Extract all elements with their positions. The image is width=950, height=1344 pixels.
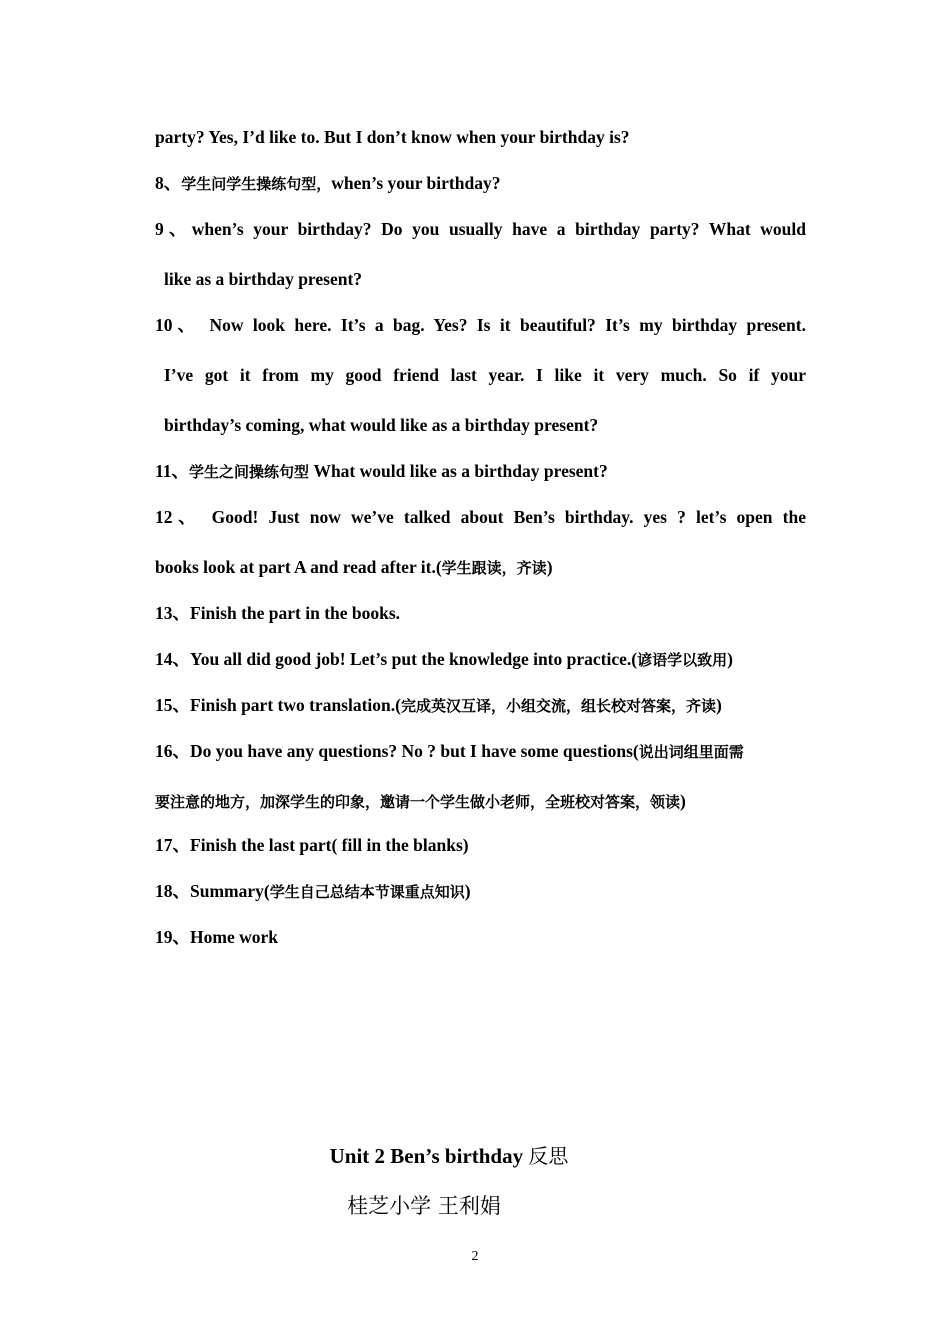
text-line-item-16-cont: 要注意的地方，加深学生的印象，邀请一个学生做小老师，全班校对答案，领读) [155, 791, 686, 811]
text-line-item-18: 18、Summary(学生自己总结本节课重点知识) [155, 881, 471, 901]
text-line-item-8: 8、学生问学生操练句型，when’s your birthday? [155, 173, 501, 193]
text-line-item-12: 12、 Good! Just now we’ve talked about Ben’s birthday. yes ? let’s open the [155, 507, 806, 527]
text-line-item-12-cont: books look at part A and read after it.(学生跟读，齐读) [155, 557, 553, 577]
text-line-item-10: 10、 Now look here. It’s a bag. Yes? Is it beautiful? It’s my birthday present. [155, 315, 806, 335]
text-line-item-10-cont-2: birthday’s coming, what would like as a birthday present? [164, 415, 599, 435]
text-line-item-17: 17、Finish the last part( fill in the blanks) [155, 835, 469, 855]
text-line-item-11: 11、学生之间操练句型 What would like as a birthday present? [155, 461, 608, 481]
page-number: 2 [471, 1249, 479, 1264]
text-line-item-9: 9、when’s your birthday? Do you usually have a birthday party? What would [155, 219, 806, 239]
text-line-item-14: 14、You all did good job! Let’s put the knowledge into practice.(谚语学以致用) [155, 649, 733, 669]
text-line-1: party? Yes, I’d like to. But I don’t know when your birthday is? [155, 127, 630, 147]
text-line-item-15: 15、Finish part two translation.(完成英汉互译，小组交流，组长校对答案，齐读) [155, 695, 722, 715]
text-line-item-10-cont-1: I’ve got it from my good friend last year. I like it very much. So if your [164, 365, 806, 385]
text-line-item-16: 16、Do you have any questions? No ? but I have some questions(说出词组里面需 [155, 741, 744, 761]
reflection-title: Unit 2 Ben’s birthday 反思 [329, 1144, 569, 1168]
text-line-item-13: 13、Finish the part in the books. [155, 603, 401, 623]
text-line-item-9-cont: like as a birthday present? [164, 269, 363, 289]
author-line: 桂芝小学 王利娟 [347, 1194, 501, 1218]
text-line-item-19: 19、Home work [155, 927, 278, 947]
